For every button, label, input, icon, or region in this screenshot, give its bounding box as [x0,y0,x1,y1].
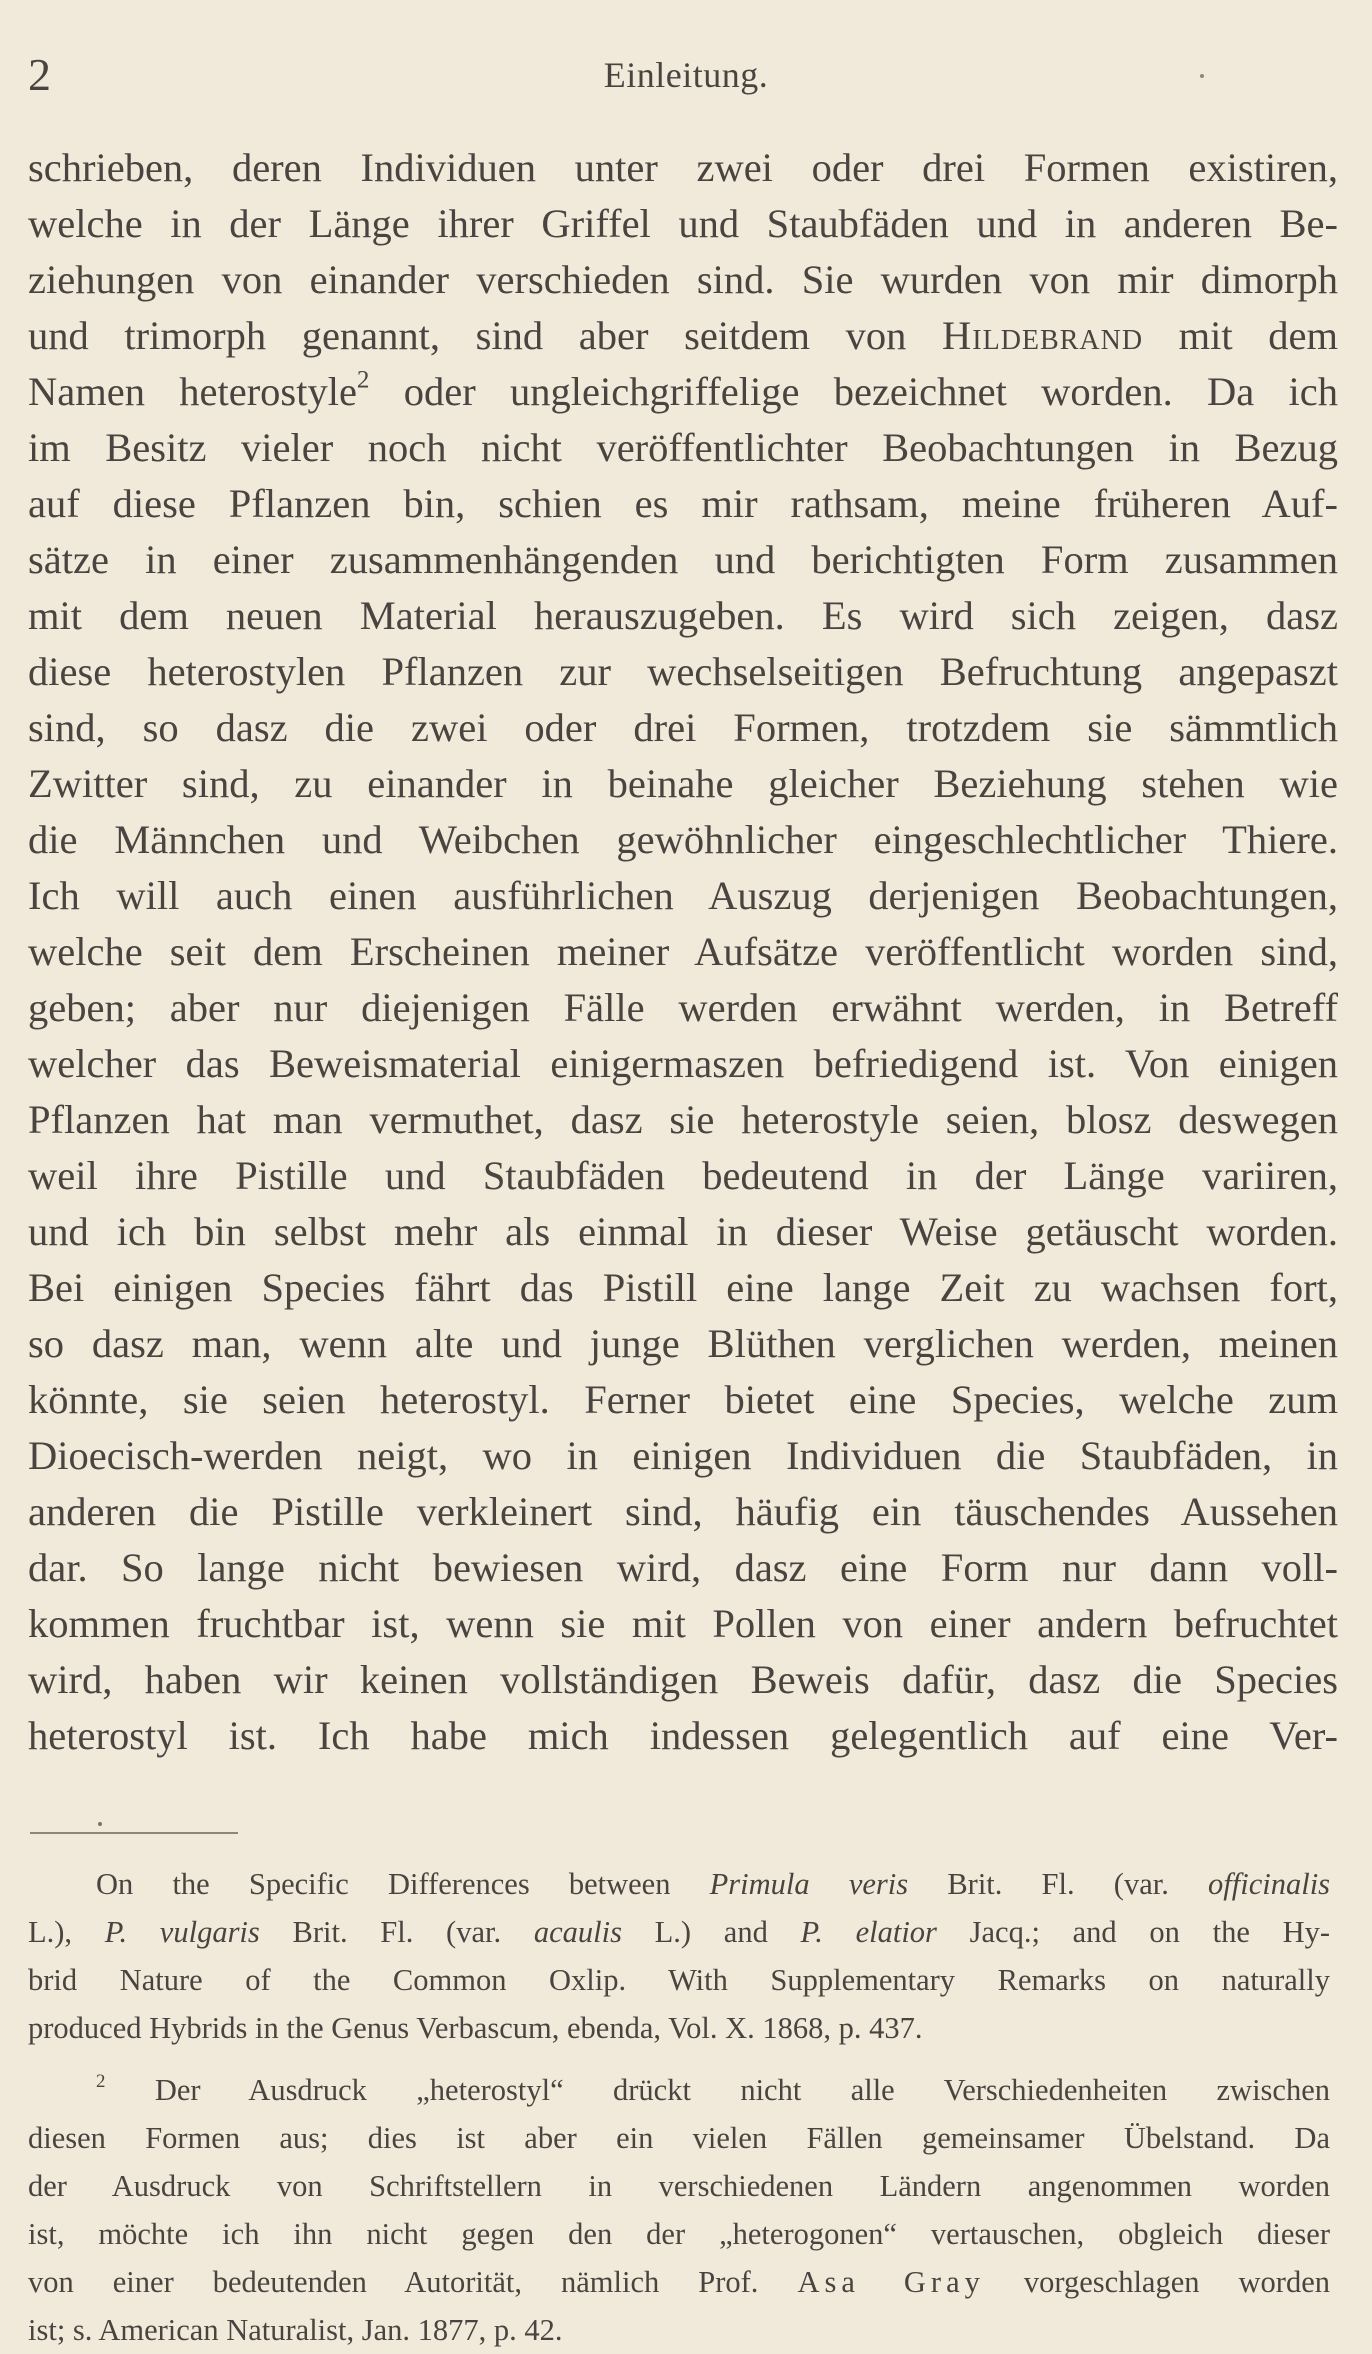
text-line: welche in der Länge ihrer Griffel und Staubfäden und in anderen Be- [28,201,1338,246]
text-segment: von einer bedeutenden Autorität, nämlich Prof. [28,2265,759,2299]
species-name: P. elatior [800,1915,937,1949]
footnote-line: diesen Formen aus; dies ist aber ein vielen Fällen gemeinsamer Übelstand. Da [28,2121,1330,2155]
text-segment: L.), [28,1915,73,1949]
species-name: acaulis [533,1915,622,1949]
footnote-line [28,1908,1330,1956]
text-segment: Brit. Fl. (var. [947,1867,1169,1901]
text-segment: Namen heterostyle [28,369,357,414]
text-line: kommen fruchtbar ist, wenn sie mit Pollen von einer andern befruchtet [28,1601,1338,1646]
footnote-line [28,1860,1330,1908]
text-line: schrieben, deren Individuen unter zwei oder drei Formen existiren, [28,145,1338,190]
text-segment: und trimorph genannt, sind aber seitdem von [28,313,907,358]
text-segment: L.) and [654,1915,768,1949]
footnotes [28,1860,1330,2354]
footnote-2 [28,2066,1330,2354]
text-segment: On the Specific Differences between [96,1867,671,1901]
text-segment: vorgeschlagen worden [1023,2265,1330,2299]
text-line [28,364,1338,420]
print-speck [1200,74,1204,78]
text-line: Zwitter sind, zu einander in beinahe gleicher Beziehung stehen wie [28,761,1338,806]
text-line: mit dem neuen Material herauszugeben. Es wird sich zeigen, dasz [28,593,1338,638]
footnote-marker: 2 [96,2070,106,2092]
footnote-line [28,2258,1330,2306]
text-line: geben; aber nur diejenigen Fälle werden erwähnt werden, in Betreff [28,985,1338,1030]
text-line: Ich will auch einen ausführlichen Auszug derjenigen Beobachtungen, [28,873,1338,918]
running-head: Einleitung. [603,55,769,95]
text-line: Dioecisch-werden neigt, wo in einigen Individuen die Staubfäden, in [28,1433,1338,1478]
species-name: officinalis [1208,1867,1330,1901]
text-line: dar. So lange nicht bewiesen wird, dasz eine Form nur dann voll- [28,1545,1338,1590]
text-line: sätze in einer zusammenhängenden und berichtigten Form zusammen [28,537,1338,582]
text-line: und ich bin selbst mehr als einmal in dieser Weise getäuscht worden. [28,1209,1338,1254]
species-name: Primula veris [709,1867,909,1901]
text-line: diese heterostylen Pflanzen zur wechselseitigen Befruchtung angepaszt [28,649,1338,694]
text-segment: Jacq.; and on the Hy- [969,1915,1330,1949]
text-line: welche seit dem Erscheinen meiner Aufsätze veröffentlicht worden sind, [28,929,1338,974]
text-segment: mit dem [1178,313,1338,358]
footnote-ref-2: 2 [356,366,370,394]
species-name: P. vulgaris [104,1915,260,1949]
footnote-line: ist, möchte ich ihn nicht gegen den der „heterogonen“ vertauschen, obgleich dieser [28,2217,1330,2251]
text-line: anderen die Pistille verkleinert sind, häufig ein täuschendes Aussehen [28,1489,1338,1534]
text-line: weil ihre Pistille und Staubfäden bedeutend in der Länge variiren, [28,1153,1338,1198]
print-speck [98,1822,102,1826]
text-line: die Männchen und Weibchen gewöhnlicher eingeschlechtlicher Thiere. [28,817,1338,862]
footnote-line: ist; s. American Naturalist, Jan. 1877, p. 42. [28,2313,563,2347]
text-line [28,308,1338,364]
text-line: welcher das Beweismaterial einigermaszen befriedigend ist. Von einigen [28,1041,1338,1086]
text-line: könnte, sie seien heterostyl. Ferner bietet eine Species, welche zum [28,1377,1338,1422]
author-name-hildebrand: Hildebrand [942,313,1144,358]
footnote-1 [28,1860,1330,2052]
footnote-line: produced Hybrids in the Genus Verbascum, ebenda, Vol. X. 1868, p. 437. [28,2011,923,2045]
text-line: im Besitz vieler noch nicht veröffentlichter Beobachtungen in Bezug [28,425,1338,470]
text-segment: Der Ausdruck „heterostyl“ drückt nicht alle Verschiedenheiten zwischen [154,2073,1330,2107]
text-segment: Brit. Fl. (var. [292,1915,502,1949]
footnote-line: der Ausdruck von Schriftstellern in verschiedenen Ländern angenommen worden [28,2169,1330,2203]
text-line: heterostyl ist. Ich habe mich indessen gelegentlich auf eine Ver- [28,1713,1338,1758]
footnote-rule [30,1832,238,1834]
page-header [28,40,1344,110]
text-line: sind, so dasz die zwei oder drei Formen, trotzdem sie sämmtlich [28,705,1338,750]
text-line: ziehungen von einander verschieden sind. Sie wurden von mir dimorph [28,257,1338,302]
text-segment: oder ungleichgriffelige bezeichnet worden. Da ich [403,369,1338,414]
text-line: so dasz man, wenn alte und junge Blüthen verglichen werden, meinen [28,1321,1338,1366]
main-text [28,140,1338,1764]
page-number: 2 [28,49,51,100]
text-line: Pflanzen hat man vermuthet, dasz sie heterostyle seien, blosz deswegen [28,1097,1338,1142]
footnote-line: brid Nature of the Common Oxlip. With Supplementary Remarks on naturally [28,1963,1330,1997]
text-line: Bei einigen Species fährt das Pistill eine lange Zeit zu wachsen fort, [28,1265,1338,1310]
text-line: auf diese Pflanzen bin, schien es mir rathsam, meine früheren Auf- [28,481,1338,526]
footnote-line [28,2066,1330,2114]
text-line: wird, haben wir keinen vollständigen Beweis dafür, dasz die Species [28,1657,1338,1702]
author-name-asa-gray: Asa Gray [797,2265,985,2299]
